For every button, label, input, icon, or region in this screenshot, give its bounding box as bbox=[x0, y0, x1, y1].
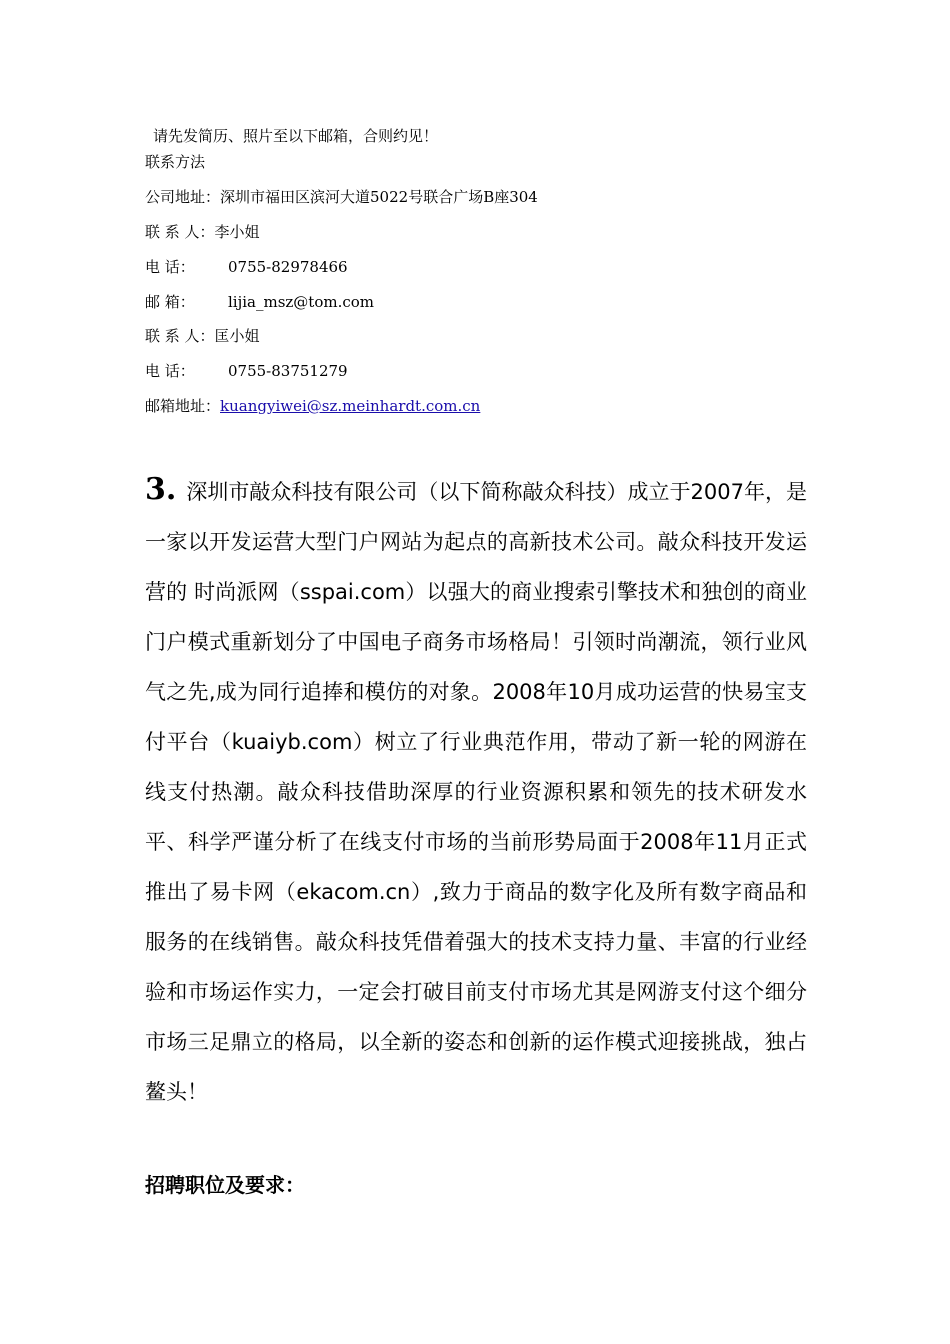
phone-label-2: 电 话： bbox=[145, 362, 195, 380]
email-label-2: 邮箱地址： bbox=[145, 397, 221, 415]
contact-heading: 联系方法 bbox=[145, 153, 206, 171]
address-label: 公司地址： bbox=[145, 188, 221, 206]
email-label-1: 邮 箱： bbox=[145, 293, 195, 311]
company-description: 深圳市敲众科技有限公司（以下简称敲众科技）成立于2007年，是一家以开发运营大型门户网站为起点的高新技术公司。敲众科技开发运营的 时尚派网（sspai.com）以强大的商业搜索引擎技术和独创的商业门户模式重新划分了中国电子商务市场格局！引领时尚潮流，领行业风气之先,成为同行追捧和模仿的对象。2008年10月成功运营的快易宝支付平台（kuaiyb.com）树立了行业典范作用，带动了新一轮的网游在线支付热潮。敲众科技借助深厚的行业资源积累和领先的技术研发水平、科学严谨分析了在线支付市场的当前形势局面于2008年11月正式推出了易卡网（ekacom.cn）,致力于商品的数字化及所有数字商品和服务的在线销售。敲众科技凭借着强大的技术支持力量、丰富的行业经验和市场运作实力，一定会打破目前支付市场尤其是网游支付这个细分市场三足鼎立的格局，以全新的姿态和创新的运作模式迎接挑战，独占鳌头！ bbox=[145, 480, 807, 1104]
contact-person-row-1 bbox=[145, 222, 260, 242]
section-number: 3. bbox=[145, 472, 177, 507]
phone-row-1 bbox=[145, 257, 348, 277]
recruit-heading: 招聘职位及要求： bbox=[145, 1173, 305, 1197]
contact-person-value-1: 李小姐 bbox=[214, 223, 260, 241]
phone-value-1: 0755-82978466 bbox=[228, 258, 348, 276]
address-value: 深圳市福田区滨河大道5022号联合广场B座304 bbox=[220, 188, 538, 206]
email-link-2[interactable]: kuangyiwei@sz.meinhardt.com.cn bbox=[220, 397, 481, 415]
contact-person-label-1: 联 系 人： bbox=[145, 223, 215, 241]
company-section-3 bbox=[145, 465, 807, 1117]
email-value-1: lijia_msz@tom.com bbox=[228, 293, 375, 311]
phone-value-2: 0755-83751279 bbox=[228, 362, 348, 380]
email-row-2 bbox=[145, 396, 480, 416]
email-row-1 bbox=[145, 292, 374, 312]
contact-person-row-2 bbox=[145, 326, 260, 346]
apply-instruction: 请先发简历、照片至以下邮箱，合则约见！ bbox=[153, 127, 439, 145]
contact-person-value-2: 匡小姐 bbox=[214, 327, 260, 345]
address-row bbox=[145, 187, 538, 207]
phone-row-2 bbox=[145, 361, 348, 381]
contact-person-label-2: 联 系 人： bbox=[145, 327, 215, 345]
phone-label-1: 电 话： bbox=[145, 258, 195, 276]
